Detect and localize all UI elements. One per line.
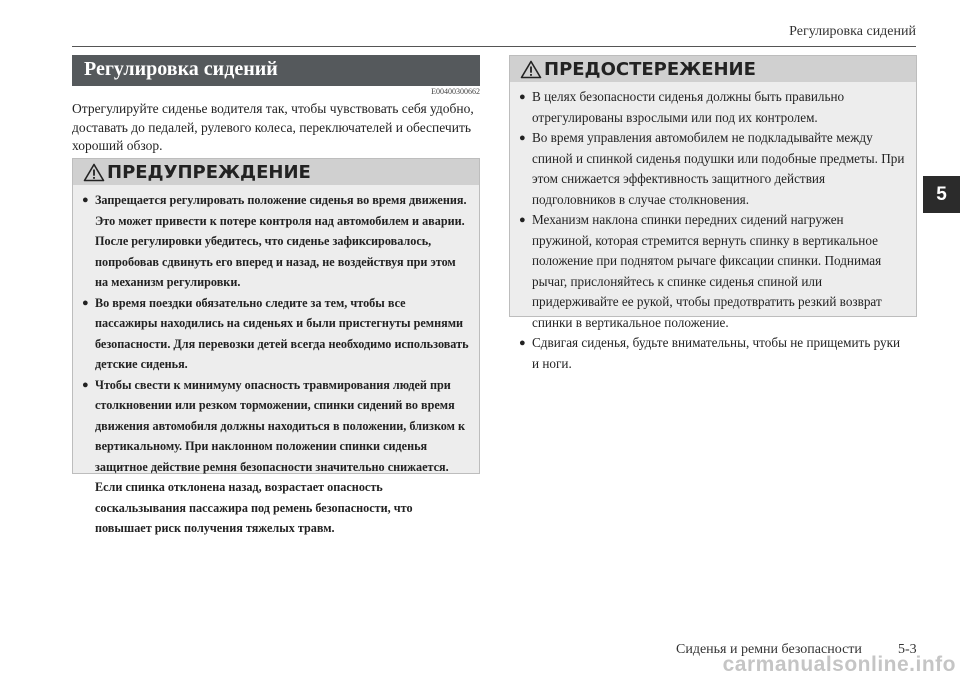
caution-box [509, 55, 917, 371]
warning-title: ПРЕДУПРЕЖДЕНИЕ [107, 161, 311, 183]
header-rule [72, 46, 916, 47]
warning-header [73, 159, 479, 185]
intro-paragraph: Отрегулируйте сиденье водителя так, чтобы чувствовать себя удобно, доставать до педалей, рулевого колеса, переключателей и обеспечить хороший обзор. [72, 101, 474, 153]
warning-triangle-icon [520, 60, 542, 79]
caution-list [510, 82, 916, 374]
warning-item-3: ● Чтобы свести к минимуму опасность травмирования людей при столкновении или резком торможении, спинки сидений во время движения автомобиля должны находиться в положении, близком к вертикальному. При наклонном положении спинки сиденья защитное действие ремня безопасности значительно снижается. Если спинка отклонена назад, возрастает опасность соскальзывания пассажира под ремень безопасности, что повышает риск получения тяжелых травм. [95, 375, 469, 539]
warning-list [73, 185, 479, 539]
caution-title: ПРЕДОСТЕРЕЖЕНИЕ [544, 58, 756, 80]
caution-header [510, 56, 916, 82]
caution-item-3: ● Механизм наклона спинки передних сидений нагружен пружиной, которая стремится вернуть спинку в вертикальное положение при поднятом рычаге фиксации спинки. Поднимая рычаг, прислоняйтесь к спинке сиденья спиной или придерживайте ее рукой, чтобы предотвратить резкий возврат спинки в вертикальное положение. [532, 210, 906, 333]
footer-section-name: Сиденья и ремни безопасности [676, 642, 862, 657]
running-header: Регулировка сидений [789, 24, 916, 39]
page-number: 5-3 [898, 642, 917, 657]
caution-item-2: ● Во время управления автомобилем не подкладывайте между спиной и спинкой сиденья подушки или подобные предметы. При этом снижается эффективность защитного действия подголовников в случае столкновения. [532, 128, 906, 210]
watermark: carmanualsonline.info [722, 653, 956, 676]
chapter-tab: 5 [923, 176, 960, 213]
caution-item-1: ● В целях безопасности сиденья должны быть правильно отрегулированы взрослыми или под их контролем. [532, 87, 906, 128]
warning-triangle-icon [83, 163, 105, 182]
caution-item-4: ● Сдвигая сиденья, будьте внимательны, чтобы не прищемить руки и ноги. [532, 333, 906, 374]
warning-item-1: ● Запрещается регулировать положение сиденья во время движения. Это может привести к потере контроля над автомобилем и аварии. После регулировки убедитесь, что сиденье зафиксировалось, попробовав сдвинуть его вперед и назад, не воздействуя при этом на механизм регулировки. [95, 190, 469, 293]
section-code: E00400300662 [431, 87, 480, 96]
section-title: Регулировка сидений [72, 55, 480, 86]
warning-box [72, 158, 480, 535]
warning-item-2: ● Во время поездки обязательно следите за тем, чтобы все пассажиры находились на сиденьях и были пристегнуты ремнями безопасности. Для перевозки детей всегда необходимо использовать детские сиденья. [95, 293, 469, 375]
